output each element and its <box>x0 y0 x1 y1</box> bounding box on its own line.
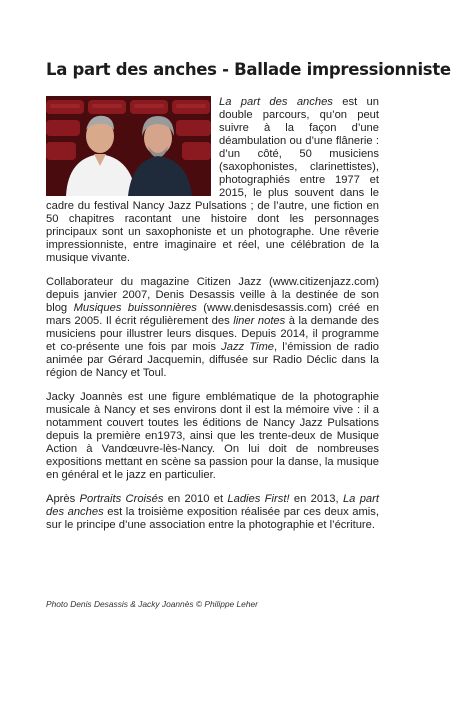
article-body <box>46 96 379 543</box>
liner-notes-term: liner notes <box>233 315 286 327</box>
text-run: à la demande des musiciens pour illustrer leurs disques. Depuis 2014, il programme et co-présente une fois par mois <box>46 315 379 353</box>
intro-paragraph <box>46 96 379 265</box>
exhibition-title-2013: Ladies First! <box>227 493 290 505</box>
text-run: en 2010 et <box>163 493 228 505</box>
text-run: , l’émission de radio animée par Gérard Jacquemin, diffusée sur Radio Déclic dans la région de Nancy et Toul. <box>46 341 379 379</box>
intro-text: est un double parcours, qu’on peut suivre à la façon d’une déambulation ou d’une flânerie : d’un côté, 50 musiciens (saxophonistes, clarinettistes), photographiés entre 1977 et 2015, le plus souvent dans le cadre du festival Nancy Jazz Pulsations ; de l’autre, une fiction en 50 chapitres racontant une histoire dont les personnages principaux sont un saxophoniste et un photographe. Une rêverie impressionniste, entre imaginaire et réel, une célébration de la musique vivante. <box>46 96 379 264</box>
radio-show-title: Jazz Time <box>221 341 275 353</box>
exhibition-title: La part des anches <box>219 96 333 108</box>
jacky-joannes-paragraph: Jacky Joannès est une figure emblématique de la photographie musicale à Nancy et ses environs dont il est la mémoire vive : il a notamment couvert toutes les éditions de Nancy Jazz Pulsations depuis la première en1973, ainsi que les trente-deux de Musique Action à Vandœuvre-lès-Nancy. On lui doit de nombreuses expositions mettant en scène sa passion pour la danse, la musique en général et le jazz en particulier. <box>46 391 379 481</box>
photo-credit: Photo Denis Desassis & Jacky Joannès © Philippe Leher <box>46 599 258 609</box>
portrait-photo <box>46 96 211 196</box>
text-run: Collaborateur du magazine Citizen Jazz (www.citizenjazz.com) depuis janvier 2007, Denis Desassis veille à la destinée de son blog <box>46 276 379 314</box>
exhibition-title-2010: Portraits Croisés <box>79 493 164 505</box>
closing-paragraph <box>46 493 379 532</box>
text-run: (www.denisdesassis.com) créé en mars 2005. Il écrit régulièrement des <box>46 302 379 327</box>
text-run: en 2013, <box>289 493 343 505</box>
blog-title: Musiques buissonnières <box>73 302 197 314</box>
text-run: est la troisième exposition réalisée par ces deux amis, sur le principe d’une association entre la photographie et l’écriture. <box>46 506 379 531</box>
portrait-photo-drawing <box>46 96 211 196</box>
text-run: Après <box>46 493 80 505</box>
exhibition-title-current: La part des anches <box>46 493 379 518</box>
denis-desassis-paragraph <box>46 276 379 380</box>
page-title: La part des anches - Ballade impressionniste <box>46 60 451 79</box>
